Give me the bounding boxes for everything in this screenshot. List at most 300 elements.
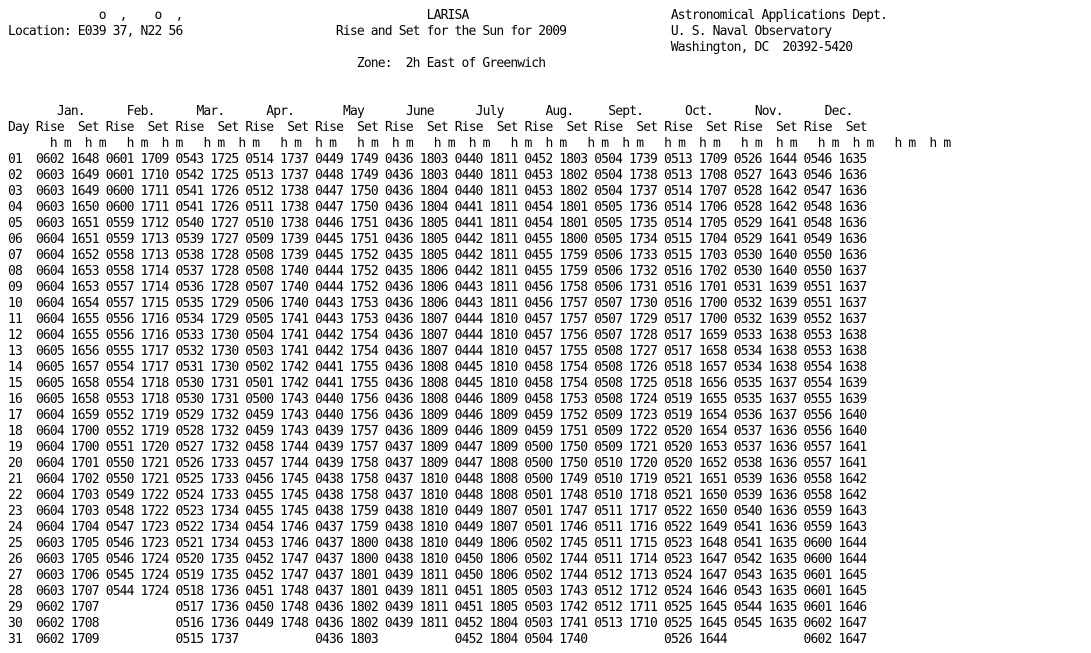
table-row (8, 200, 866, 215)
rise-set-cell: 0557 1714 (105, 280, 169, 295)
rise-set-cell: 0604 1655 (35, 312, 99, 327)
rise-set-cell: 0453 1802 (524, 168, 588, 183)
rise-set-cell: 0514 1706 (663, 200, 727, 215)
rise-set-cell: 0436 1808 (384, 392, 448, 407)
rise-set-cell: 0604 1700 (35, 424, 99, 439)
rise-set-cell: 0455 1745 (245, 488, 309, 503)
rise-set-cell: 0436 1803 (384, 152, 448, 167)
set-units-label: h m (699, 136, 720, 151)
rise-set-cell: 0452 1804 (454, 616, 518, 631)
rise-set-cell: 0528 1642 (733, 200, 797, 215)
table-row (8, 568, 866, 583)
rise-set-cell: 0546 1723 (105, 536, 169, 551)
rise-set-cell: 0503 1741 (524, 616, 588, 631)
rise-set-cell: 0551 1720 (105, 440, 169, 455)
rise-set-cell: 0557 1641 (803, 456, 867, 471)
table-row (8, 328, 866, 343)
rise-set-cell: 0552 1637 (803, 312, 867, 327)
rise-column-header: Rise (664, 120, 693, 135)
table-row (8, 152, 866, 167)
rise-set-cell: 0517 1736 (175, 600, 239, 615)
rise-set-cell: 0549 1722 (105, 488, 169, 503)
rise-set-cell: 0525 1733 (175, 472, 239, 487)
rise-set-cell: 0602 1647 (803, 616, 867, 631)
table-row (8, 488, 866, 503)
rise-set-cell: 0502 1744 (524, 568, 588, 583)
rise-set-cell: 0503 1743 (524, 584, 588, 599)
rise-column-header: Rise (734, 120, 762, 135)
rise-set-cell: 0521 1734 (175, 536, 239, 551)
day-number: 08 (8, 264, 22, 279)
rise-set-cell: 0454 1801 (524, 200, 588, 215)
rise-set-cell: 0536 1728 (175, 280, 239, 295)
rise-set-cell: 0455 1759 (524, 248, 588, 263)
rise-set-cell: 0600 1711 (105, 200, 169, 215)
month-header-dec: Dec. (824, 104, 853, 119)
rise-set-cell: 0540 1636 (733, 504, 797, 519)
rise-set-cell: 0556 1640 (803, 408, 867, 423)
rise-set-cell: 0509 1722 (594, 424, 657, 439)
rise-set-cell: 0436 1806 (384, 296, 448, 311)
rise-units-label: h m (740, 136, 762, 151)
rise-set-cell: 0441 1755 (315, 376, 378, 391)
rise-set-cell: 0604 1651 (35, 232, 99, 247)
day-number: 10 (8, 296, 22, 311)
rise-set-cell: 0527 1732 (175, 440, 239, 455)
rise-set-cell: 0554 1718 (105, 376, 169, 391)
month-header-apr: Apr. (266, 104, 295, 119)
rise-set-cell: 0436 1805 (384, 216, 448, 231)
rise-set-cell: 0604 1703 (35, 488, 99, 503)
rise-set-cell: 0532 1730 (175, 344, 239, 359)
rise-column-header: Rise (175, 120, 204, 135)
rise-set-cell: 0556 1716 (105, 312, 169, 327)
rise-set-cell: 0553 1638 (803, 344, 867, 359)
rise-set-cell: 0501 1747 (524, 504, 588, 519)
rise-set-cell: 0442 1811 (454, 248, 518, 263)
rise-set-cell: 0521 1650 (663, 488, 727, 503)
rise-set-cell: 0504 1741 (245, 328, 309, 343)
rise-set-cell: 0534 1638 (733, 344, 797, 359)
rise-set-cell: 0520 1735 (175, 552, 239, 567)
rise-set-cell: 0535 1637 (733, 392, 797, 407)
rise-set-cell: 0601 1645 (803, 584, 867, 599)
rise-set-cell: 0443 1753 (315, 296, 378, 311)
rise-set-cell: 0550 1637 (803, 264, 867, 279)
rise-set-cell: 0438 1758 (315, 472, 378, 487)
table-row (8, 408, 866, 423)
rise-set-cell: 0523 1734 (175, 504, 239, 519)
rise-set-cell: 0442 1811 (454, 264, 518, 279)
rise-set-cell: 0540 1727 (175, 216, 239, 231)
rise-set-cell: 0524 1646 (663, 584, 727, 599)
rise-set-cell: 0436 1802 (315, 616, 378, 631)
rise-set-cell: 0604 1654 (35, 296, 99, 311)
rise-set-cell: 0526 1644 (663, 632, 727, 647)
rise-set-cell: 0504 1738 (594, 168, 657, 183)
rise-column-header: Rise (454, 120, 483, 135)
rise-set-cell: 0556 1640 (803, 424, 867, 439)
rise-set-cell: 0513 1737 (245, 168, 309, 183)
table-row (8, 584, 866, 599)
rise-set-cell: 0502 1745 (524, 536, 588, 551)
rise-set-cell: 0442 1811 (454, 232, 518, 247)
set-column-header: Set (496, 120, 518, 135)
rise-set-cell: 0538 1728 (175, 248, 239, 263)
rise-set-cell: 0504 1740 (524, 632, 588, 647)
rise-set-cell: 0511 1716 (594, 520, 657, 535)
rise-set-cell: 0459 1743 (245, 424, 309, 439)
rise-set-cell: 0437 1759 (315, 520, 378, 535)
rise-set-cell: 0528 1642 (733, 184, 797, 199)
rise-set-cell: 0532 1639 (733, 296, 797, 311)
month-header-aug: Aug. (545, 104, 574, 119)
set-units-label: h m (622, 136, 644, 151)
rise-set-cell: 0553 1718 (105, 392, 169, 407)
header-agency-line-2: U. S. Naval Observatory (670, 24, 832, 39)
rise-set-cell: 0510 1720 (594, 456, 657, 471)
rise-set-cell: 0558 1642 (803, 472, 867, 487)
rise-set-cell: 0543 1635 (733, 568, 797, 583)
rise-set-cell: 0459 1752 (524, 408, 588, 423)
rise-set-cell: 0550 1721 (105, 472, 169, 487)
rise-set-cell: 0605 1658 (35, 392, 99, 407)
rise-set-cell: 0530 1640 (733, 264, 797, 279)
rise-set-cell: 0502 1744 (524, 552, 588, 567)
rise-set-cell: 0457 1744 (245, 456, 309, 471)
rise-set-cell: 0437 1801 (315, 584, 378, 599)
rise-set-cell: 0455 1745 (245, 504, 309, 519)
rise-set-cell: 0501 1748 (524, 488, 588, 503)
rise-set-cell: 0436 1803 (315, 632, 378, 647)
header-place-name: LARISA (426, 8, 469, 23)
rise-set-cell: 0501 1746 (524, 520, 588, 535)
rise-set-cell: 0440 1811 (454, 184, 518, 199)
rise-set-cell: 0602 1647 (803, 632, 867, 647)
table-row (8, 424, 866, 439)
rise-set-cell: 0450 1748 (245, 600, 309, 615)
day-number: 31 (8, 632, 22, 647)
rise-set-cell: 0535 1637 (733, 376, 797, 391)
rise-set-cell: 0436 1808 (384, 376, 448, 391)
rise-set-cell: 0509 1723 (594, 408, 657, 423)
rise-set-cell: 0457 1755 (524, 344, 588, 359)
rise-set-cell: 0436 1809 (384, 424, 448, 439)
rise-set-cell: 0605 1658 (35, 376, 99, 391)
rise-set-cell: 0511 1715 (594, 536, 657, 551)
rise-set-cell: 0541 1635 (733, 536, 797, 551)
rise-set-cell: 0603 1705 (35, 552, 99, 567)
rise-set-cell: 0523 1648 (663, 536, 727, 551)
rise-set-cell: 0443 1811 (454, 280, 518, 295)
rise-set-cell: 0457 1757 (524, 312, 588, 327)
day-number: 30 (8, 616, 22, 631)
rise-set-cell: 0503 1742 (524, 600, 588, 615)
rise-set-cell: 0454 1746 (245, 520, 309, 535)
rise-set-cell: 0518 1656 (663, 376, 727, 391)
rise-set-cell: 0449 1807 (454, 520, 518, 535)
rise-set-cell: 0546 1724 (105, 552, 169, 567)
table-row (8, 616, 866, 631)
rise-set-cell: 0504 1739 (594, 152, 657, 167)
rise-set-cell: 0459 1751 (524, 424, 588, 439)
rise-set-cell: 0600 1711 (105, 184, 169, 199)
rise-set-cell: 0509 1721 (594, 440, 657, 455)
rise-set-cell: 0436 1805 (384, 232, 448, 247)
rise-set-cell: 0547 1723 (105, 520, 169, 535)
table-row (8, 536, 866, 551)
month-header-july: July (475, 104, 504, 119)
rise-set-cell: 0522 1650 (663, 504, 727, 519)
rise-set-cell: 0517 1700 (663, 312, 727, 327)
month-header-nov: Nov. (754, 104, 783, 119)
table-row (8, 296, 866, 311)
set-units-label: h m (468, 136, 490, 151)
rise-set-cell: 0436 1806 (384, 280, 448, 295)
rise-set-cell: 0502 1742 (245, 360, 309, 375)
rise-set-cell: 0603 1705 (35, 536, 99, 551)
rise-set-cell: 0605 1656 (35, 344, 99, 359)
rise-set-cell: 0602 1708 (35, 616, 99, 631)
rise-set-cell: 0458 1754 (524, 360, 588, 375)
rise-set-cell: 0546 1635 (803, 152, 867, 167)
day-number: 27 (8, 568, 22, 583)
day-number: 29 (8, 600, 22, 615)
day-number: 07 (8, 248, 22, 263)
rise-set-cell: 0541 1726 (175, 184, 239, 199)
rise-set-cell: 0452 1803 (524, 152, 588, 167)
rise-column-header: Rise (803, 120, 832, 135)
day-number: 09 (8, 280, 22, 295)
rise-set-cell: 0552 1719 (105, 424, 169, 439)
rise-set-cell: 0442 1754 (315, 344, 378, 359)
header-coords-line: o , o , (8, 8, 183, 23)
table-row (8, 312, 866, 327)
rise-set-cell: 0531 1639 (733, 280, 797, 295)
day-number: 18 (8, 424, 22, 439)
table-row (8, 168, 866, 183)
rise-set-cell: 0558 1714 (105, 264, 169, 279)
rise-set-cell: 0523 1647 (663, 552, 727, 567)
rise-set-cell: 0529 1641 (733, 216, 797, 231)
rise-set-cell: 0437 1800 (315, 552, 378, 567)
rise-set-cell: 0507 1730 (594, 296, 657, 311)
rise-set-cell: 0557 1641 (803, 440, 867, 455)
rise-column-header: Rise (105, 120, 134, 135)
rise-set-cell: 0550 1721 (105, 456, 169, 471)
rise-set-cell: 0447 1750 (315, 184, 378, 199)
day-number: 26 (8, 552, 22, 567)
set-units-label: h m (775, 136, 797, 151)
rise-set-cell: 0449 1806 (454, 536, 518, 551)
header-agency-line-3: Washington, DC 20392-5420 (670, 40, 853, 55)
table-row (8, 504, 866, 519)
rise-set-cell: 0537 1636 (733, 424, 797, 439)
day-number: 16 (8, 392, 22, 407)
rise-set-cell: 0558 1642 (803, 488, 867, 503)
rise-set-cell: 0452 1747 (245, 568, 309, 583)
rise-set-cell: 0514 1737 (245, 152, 309, 167)
rise-units-label: h m (203, 136, 225, 151)
rise-set-cell: 0534 1638 (733, 360, 797, 375)
day-number: 13 (8, 344, 22, 359)
rise-set-cell: 0524 1647 (663, 568, 727, 583)
units-header-row (8, 136, 971, 151)
rise-set-cell: 0451 1805 (454, 584, 518, 599)
rise-set-cell: 0507 1728 (594, 328, 657, 343)
day-number: 14 (8, 360, 22, 375)
rise-set-cell: 0450 1806 (454, 568, 518, 583)
rise-set-cell: 0437 1810 (384, 488, 448, 503)
rise-set-cell: 0604 1704 (35, 520, 99, 535)
rise-column-header: Rise (35, 120, 64, 135)
rise-set-cell: 0603 1706 (35, 568, 99, 583)
rise-set-cell: 0542 1635 (733, 552, 797, 567)
day-number: 20 (8, 456, 22, 471)
rise-set-cell: 0445 1810 (454, 376, 518, 391)
table-row (8, 456, 866, 471)
rise-set-cell: 0506 1732 (594, 264, 657, 279)
rise-set-cell: 0452 1804 (454, 632, 518, 647)
rise-set-cell: 0525 1645 (663, 600, 727, 615)
table-row (8, 632, 866, 647)
rise-set-cell: 0437 1809 (384, 456, 448, 471)
rise-set-cell: 0530 1731 (175, 392, 239, 407)
rise-set-cell: 0516 1702 (663, 264, 727, 279)
rise-set-cell: 0442 1754 (315, 328, 378, 343)
rise-set-cell: 0447 1750 (315, 200, 378, 215)
rise-set-cell: 0453 1746 (245, 536, 309, 551)
rise-set-cell: 0445 1752 (315, 248, 378, 263)
rise-units-label: h m (126, 136, 148, 151)
rise-set-cell: 0543 1725 (175, 152, 239, 167)
rise-column-header: Rise (524, 120, 553, 135)
rise-set-cell: 0601 1645 (803, 568, 867, 583)
set-column-header: Set (845, 120, 867, 135)
rise-set-cell: 0546 1636 (803, 168, 867, 183)
rise-set-cell: 0456 1757 (524, 296, 588, 311)
rise-set-cell: 0441 1811 (454, 216, 518, 231)
rise-set-cell: 0554 1639 (803, 376, 867, 391)
rise-set-cell: 0505 1734 (594, 232, 657, 247)
rise-set-cell: 0444 1752 (315, 264, 378, 279)
rise-set-cell: 0439 1811 (384, 600, 448, 615)
rise-set-cell: 0456 1758 (524, 280, 588, 295)
rise-set-cell: 0435 1806 (384, 264, 448, 279)
day-number: 25 (8, 536, 22, 551)
rise-set-cell: 0602 1707 (35, 600, 99, 615)
rise-set-cell: 0602 1648 (35, 152, 99, 167)
set-column-header: Set (77, 120, 99, 135)
rise-set-cell: 0513 1708 (663, 168, 727, 183)
rise-set-cell: 0507 1729 (594, 312, 657, 327)
rise-set-cell: 0553 1638 (803, 328, 867, 343)
rise-set-cell: 0455 1759 (524, 264, 588, 279)
rise-units-label: h m (587, 136, 609, 151)
rise-set-cell: 0446 1809 (454, 392, 518, 407)
rise-set-cell: 0438 1758 (315, 488, 378, 503)
rise-set-document (8, 8, 1091, 648)
rise-set-cell: 0446 1809 (454, 408, 518, 423)
rise-set-cell: 0436 1802 (315, 600, 378, 615)
rise-set-cell: 0520 1654 (663, 424, 727, 439)
rise-units-label: h m (664, 136, 686, 151)
rise-set-cell: 0444 1810 (454, 312, 518, 327)
rise-set-cell: 0440 1811 (454, 152, 518, 167)
rise-set-cell: 0438 1810 (384, 520, 448, 535)
rise-set-cell: 0444 1752 (315, 280, 378, 295)
set-units-label: h m (84, 136, 106, 151)
table-row (8, 248, 866, 263)
rise-set-cell: 0449 1807 (454, 504, 518, 519)
rise-set-cell: 0516 1701 (663, 280, 727, 295)
month-header-june: June (405, 104, 434, 119)
rise-set-cell: 0449 1748 (245, 616, 309, 631)
rise-set-cell: 0454 1801 (524, 216, 588, 231)
day-number: 17 (8, 408, 22, 423)
table-row (8, 600, 866, 615)
set-column-header: Set (217, 120, 239, 135)
header-subtitle: Rise and Set for the Sun for 2009 (335, 24, 567, 39)
rise-set-cell: 0445 1810 (454, 360, 518, 375)
rise-set-cell: 0603 1707 (35, 584, 99, 599)
rise-set-cell: 0550 1636 (803, 248, 867, 263)
rise-set-cell: 0443 1811 (454, 296, 518, 311)
rise-set-cell: 0539 1636 (733, 472, 797, 487)
rise-set-cell: 0503 1741 (245, 344, 309, 359)
rise-set-cell: 0541 1726 (175, 200, 239, 215)
rise-set-cell: 0548 1636 (803, 216, 867, 231)
rise-units-label: h m (280, 136, 302, 151)
rise-set-cell: 0551 1637 (803, 280, 867, 295)
rise-set-cell: 0500 1750 (524, 456, 588, 471)
rise-set-cell: 0437 1801 (315, 568, 378, 583)
header-zone: Zone: 2h East of Greenwich (356, 56, 546, 71)
rise-set-cell: 0517 1658 (663, 344, 727, 359)
rise-set-cell: 0446 1751 (315, 216, 378, 231)
rise-set-cell: 0508 1726 (594, 360, 657, 375)
rise-set-cell: 0557 1715 (105, 296, 169, 311)
day-number: 28 (8, 584, 22, 599)
rise-units-label: h m (817, 136, 839, 151)
rise-set-cell: 0519 1654 (663, 408, 727, 423)
rise-set-cell: 0519 1735 (175, 568, 239, 583)
rise-set-cell: 0517 1659 (663, 328, 727, 343)
rise-set-cell: 0559 1712 (105, 216, 169, 231)
rise-set-cell: 0516 1700 (663, 296, 727, 311)
rise-set-cell: 0458 1753 (524, 392, 588, 407)
rise-set-cell: 0500 1750 (524, 440, 588, 455)
rise-set-cell: 0547 1636 (803, 184, 867, 199)
rise-set-cell: 0512 1711 (594, 600, 657, 615)
rise-set-cell: 0534 1729 (175, 312, 239, 327)
day-number: 02 (8, 168, 22, 183)
rise-set-cell: 0605 1657 (35, 360, 99, 375)
set-column-header: Set (287, 120, 309, 135)
rise-set-cell: 0520 1653 (663, 440, 727, 455)
rise-set-cell: 0436 1807 (384, 312, 448, 327)
header-agency-line-1: Astronomical Applications Dept. (670, 8, 888, 23)
rise-set-cell: 0511 1714 (594, 552, 657, 567)
rise-set-cell: 0438 1759 (315, 504, 378, 519)
rise-column-header: Rise (384, 120, 413, 135)
rise-column-header: Rise (594, 120, 623, 135)
rise-set-cell: 0602 1709 (35, 632, 99, 647)
rise-set-cell: 0526 1644 (733, 152, 797, 167)
rise-set-cell: 0533 1730 (175, 328, 239, 343)
table-row (8, 472, 866, 487)
rise-set-cell: 0447 1808 (454, 456, 518, 471)
